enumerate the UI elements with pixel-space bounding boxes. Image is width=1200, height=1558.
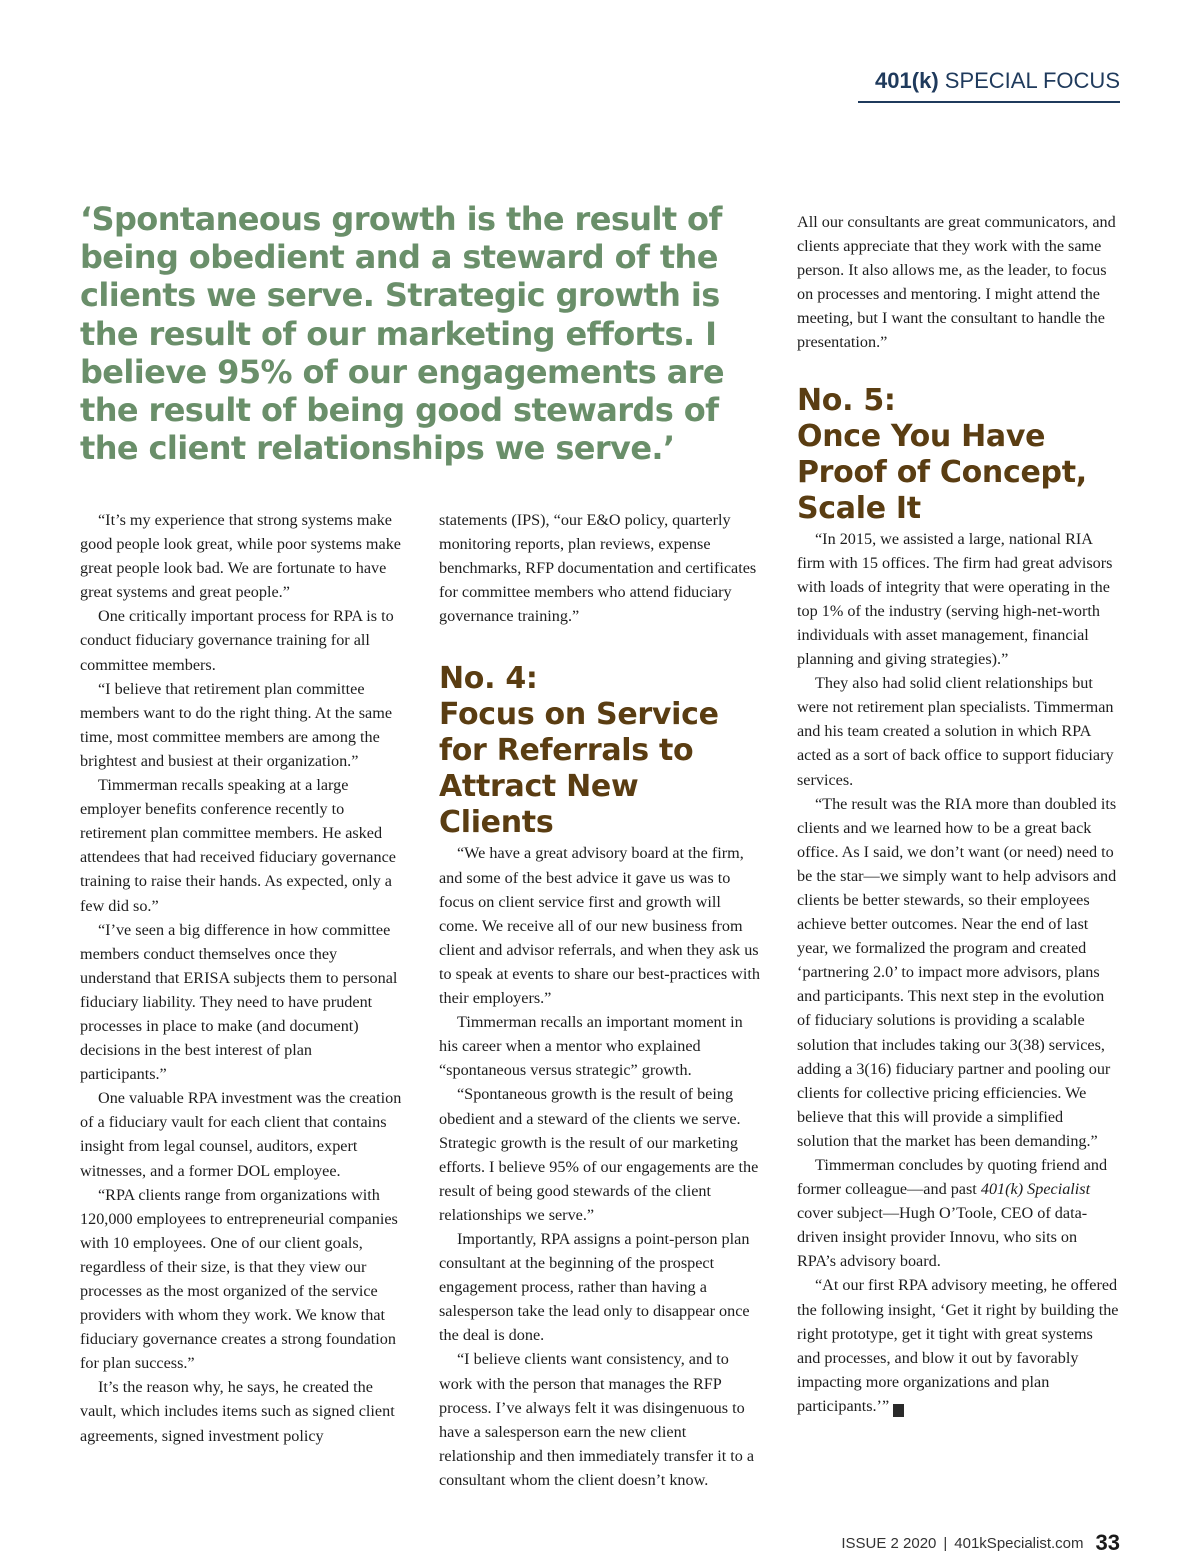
body-paragraph: Timmerman recalls an important moment in his career when a mentor who explained “spontaneous versus strategic” growth.: [439, 1013, 743, 1080]
body-paragraph: “I believe that retirement plan committee members want to do the right thing. At the same time, most committee members are among the brightest and busiest at their organization.”: [80, 679, 393, 770]
website-label: 401kSpecialist.com: [954, 1535, 1084, 1552]
body-paragraph: “I believe clients want consistency, and to work with the person that manages the RFP process. I’ve always felt it was disingenuous to have a salesperson earn the new client relationship and then immediately transfer it to a consultant whom the client doesn’t know.: [439, 1350, 755, 1489]
header-rule: [858, 101, 1120, 103]
section-4-heading: [439, 661, 761, 841]
k-logo-end-mark-icon: k: [893, 1404, 904, 1417]
closing-text-start: Timmerman concludes by quoting friend and former colleague—and past: [797, 1156, 1108, 1199]
section-4-title: Focus on Service for Referrals to Attract New Clients: [439, 697, 719, 841]
body-paragraph: It’s the reason why, he says, he created the vault, which includes items such as signed client agreements, signed investment policy: [80, 1378, 395, 1445]
article-column-2: [439, 508, 761, 1492]
body-paragraph: Timmerman recalls speaking at a large employer benefits conference recently to retirement plan committee members. He asked attendees that had received fiduciary governance training to raise their hands. As expected, only a few did so.”: [80, 776, 396, 915]
page-footer: [841, 1530, 1120, 1556]
header-title-rest: SPECIAL FOCUS: [944, 68, 1120, 93]
body-paragraph: “We have a great advisory board at the firm, and some of the best advice it gave us was to focus on client service first and growth will come. We receive all of our new business from client and advisor referrals, and when they ask us to speak at events to share our best-practices with their employers.”: [439, 844, 760, 1008]
body-paragraph-continued: All our consultants are great communicators, and clients appreciate that they work with the same person. It also allows me, as the leader, to focus on processes and mentoring. I might attend the meeting, but I want the consultant to handle the presentation.”: [797, 213, 1116, 352]
section-5-number: No. 5:: [797, 382, 896, 418]
body-paragraph: One critically important process for RPA is to conduct fiduciary governance training for all committee members.: [80, 607, 394, 674]
issue-label: ISSUE 2 2020: [841, 1535, 937, 1552]
body-paragraph: One valuable RPA investment was the creation of a fiduciary vault for each client that contains insight from legal counsel, auditors, expert witnesses, and a former DOL employee.: [80, 1089, 402, 1180]
final-quote-paragraph: [797, 1273, 1119, 1418]
pull-quote: ‘Spontaneous growth is the result of being obedient and a steward of the clients we serve. Strategic growth is the result of our marketing efforts. I believe 95% of our engagements are the result of being good stewards of the client relationships we serve.’: [80, 200, 725, 468]
body-paragraph-continued: statements (IPS), “our E&O policy, quarterly monitoring reports, plan reviews, expense benchmarks, RFP documentation and certificates for committee members who attend fiduciary governance training.”: [439, 511, 757, 626]
body-paragraph: “I’ve seen a big difference in how committee members conduct themselves once they understand that ERISA subjects them to personal fiduciary liability. They need to have prudent processes in place to make (and document) decisions in the best interest of plan participants.”: [80, 920, 398, 1084]
section-5-heading: [797, 383, 1119, 527]
header-title-bold: 401(k): [875, 68, 939, 93]
body-paragraph: Importantly, RPA assigns a point-person plan consultant at the beginning of the prospect engagement process, rather than having a salesperson take the lead only to disappear once the deal is done.: [439, 1229, 750, 1345]
body-paragraph: “The result was the RIA more than doubled its clients and we learned how to be a great back office. As I said, we don’t want (or need) need to be the star—we simply want to help advisors and clients be better stewards, so their employees achieve better outcomes. Near the end of last year, we formalized the program and created ‘partnering 2.0’ to impact more advisors, plans and participants. This next step in the evolution of fiduciary solutions is providing a scalable solution that includes taking our 3(38) services, adding a 3(16) fiduciary partner and pooling our clients for collective pricing efficiencies. We believe that this will provide a simplified solution that the market has been demanding.”: [797, 794, 1117, 1150]
closing-text-end: cover subject—Hugh O’Toole, CEO of data-driven insight provider Innovu, who sits on RPA’s advisory board.: [797, 1204, 1088, 1271]
body-paragraph: “Spontaneous growth is the result of being obedient and a steward of the clients we serve. Strategic growth is the result of our marketing efforts. I believe 95% of our engagements are the result of being good stewards of the client relationships we serve.”: [439, 1085, 759, 1224]
magazine-name: 401(k) Specialist: [980, 1180, 1091, 1199]
closing-paragraph: [797, 1153, 1119, 1273]
section-5-title: Once You Have Proof of Concept, Scale It: [797, 418, 1087, 526]
article-column-3: [797, 210, 1119, 1418]
body-paragraph: “In 2015, we assisted a large, national RIA firm with 15 offices. The firm had great advisors with loads of integrity that were operating in the top 1% of the industry (serving high-net-worth individuals with asset management, financial planning and giving strategies).”: [797, 529, 1113, 669]
section-header: [875, 68, 1120, 94]
section-4-number: No. 4:: [439, 661, 538, 697]
footer-separator: |: [943, 1535, 948, 1552]
body-paragraph: “It’s my experience that strong systems make good people look great, while poor systems make great people look bad. We are fortunate to have great systems and great people.”: [80, 511, 401, 602]
article-column-1: [80, 508, 402, 1448]
final-quote-text: “At our first RPA advisory meeting, he offered the following insight, ‘Get it right by building the right prototype, get it tight with great systems and processes, and blow it out by favorably impacting more organizations and plan participants.’”: [797, 1276, 1119, 1415]
body-paragraph: “RPA clients range from organizations with 120,000 employees to entrepreneurial companies with 10 employees. One of our client goals, regardless of their size, is that they view our processes as the most organized of the service providers with whom they work. We know that fiduciary governance creates a strong foundation for plan success.”: [80, 1185, 398, 1373]
body-paragraph: They also had solid client relationships but were not retirement plan specialists. Timmerman and his team created a solution in which RPA acted as a sort of back office to support fiduciary services.: [797, 674, 1114, 789]
page-number: 33: [1095, 1530, 1120, 1555]
